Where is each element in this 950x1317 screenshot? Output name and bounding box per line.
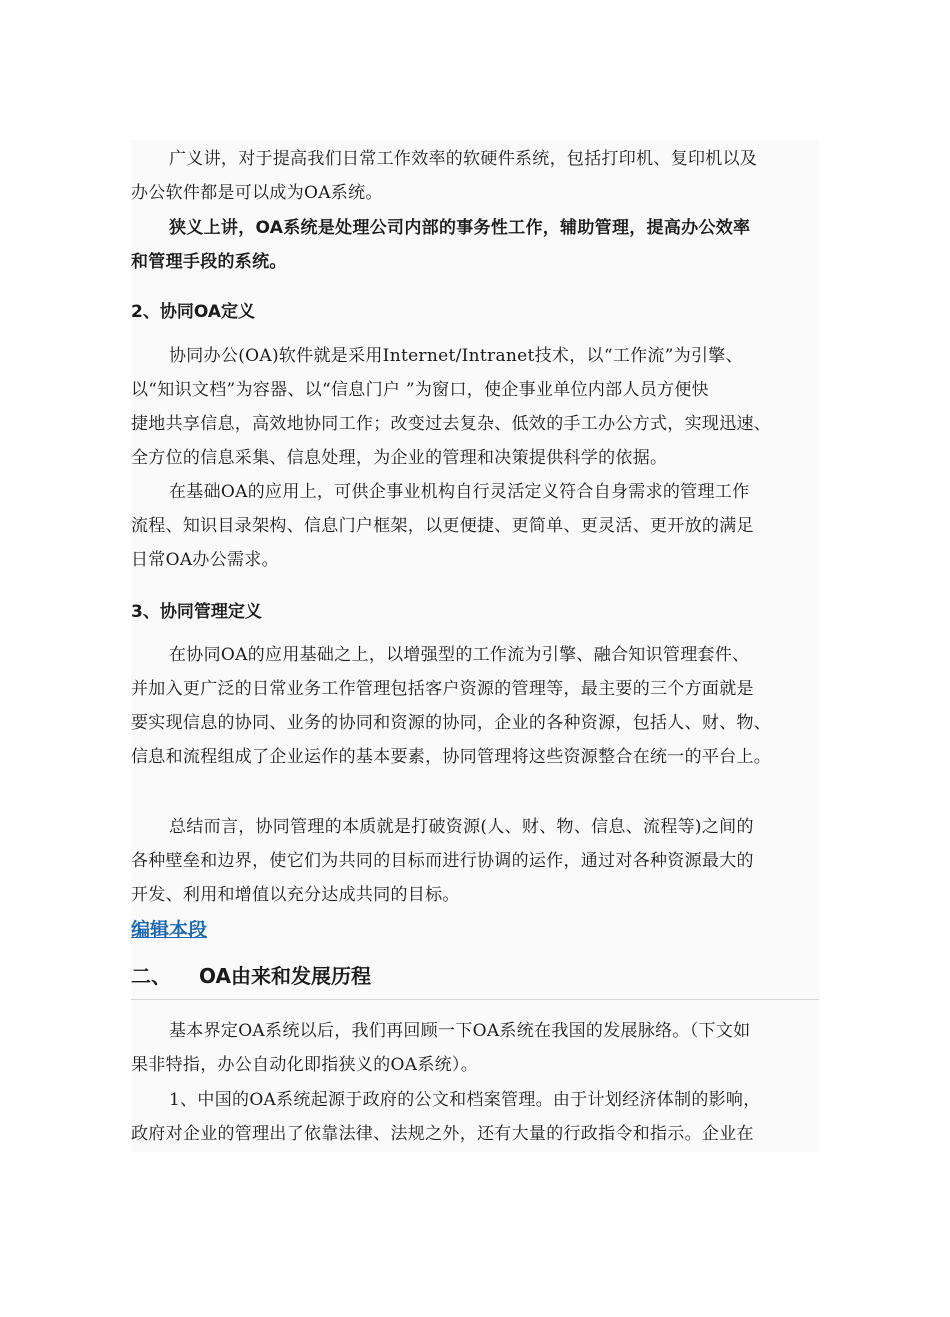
- text-line: 狭义上讲，OA系统是处理公司内部的事务性工作，辅助管理，提高办公效率: [169, 218, 751, 238]
- paragraph-oa-history-intro: [131, 1014, 831, 1082]
- heading-collaborative-oa: 2、协同OA定义: [131, 302, 255, 322]
- text-line: 开发、利用和增值以充分达成共同的目标。: [131, 885, 460, 905]
- text-line: 信息和流程组成了企业运作的基本要素，协同管理将这些资源整合在统一的平台上。: [131, 747, 772, 767]
- heading-collaborative-management: 3、协同管理定义: [131, 602, 262, 622]
- paragraph-basic-oa: [131, 475, 831, 577]
- text-line: 在基础OA的应用上，可供企事业机构自行灵活定义符合自身需求的管理工作: [169, 482, 750, 502]
- text-line: 和管理手段的系统。: [131, 252, 287, 272]
- paragraph-collaborative-oa: [131, 339, 831, 475]
- text-line: 在协同OA的应用基础之上，以增强型的工作流为引擎、融合知识管理套件、: [169, 645, 750, 665]
- text-line: 总结而言，协同管理的本质就是打破资源(人、财、物、信息、流程等)之间的: [169, 817, 754, 837]
- section-divider: [131, 999, 819, 1000]
- paragraph-oa-origin: [131, 1083, 831, 1151]
- section-title-text: OA由来和发展历程: [199, 964, 371, 988]
- text-line: 并加入更广泛的日常业务工作管理包括客户资源的管理等，最主要的三个方面就是: [131, 679, 754, 699]
- document-page: [131, 140, 819, 1152]
- text-line: 各种壁垒和边界，使它们为共同的目标而进行协调的运作，通过对各种资源最大的: [131, 851, 754, 871]
- text-line: 日常OA办公需求。: [131, 550, 279, 570]
- text-line: 办公软件都是可以成为OA系统。: [131, 183, 383, 203]
- paragraph-narrow-definition: [131, 211, 831, 279]
- paragraph-broad-definition: [131, 142, 831, 210]
- text-line: 要实现信息的协同、业务的协同和资源的协同，企业的各种资源，包括人、财、物、: [131, 713, 772, 733]
- section-title-oa-history: [131, 962, 371, 990]
- text-line: 以“知识文档”为容器、以“信息门户 ”为窗口，使企事业单位内部人员方便快: [131, 380, 709, 400]
- text-line: 1、中国的OA系统起源于政府的公文和档案管理。由于计划经济体制的影响，: [169, 1090, 761, 1110]
- text-line: 果非特指，办公自动化即指狭义的OA系统）。: [131, 1055, 479, 1075]
- text-line: 广义讲，对于提高我们日常工作效率的软硬件系统，包括打印机、复印机以及: [169, 149, 758, 169]
- text-line: 政府对企业的管理出了依靠法律、法规之外，还有大量的行政指令和指示。企业在: [131, 1124, 754, 1144]
- paragraph-summary: [131, 810, 831, 912]
- paragraph-collaborative-management: [131, 638, 831, 774]
- text-line: 基本界定OA系统以后，我们再回顾一下OA系统在我国的发展脉络。（下文如: [169, 1021, 751, 1041]
- text-line: 协同办公(OA)软件就是采用Internet/Intranet技术，以“工作流”为引擎、: [169, 346, 743, 366]
- text-line: 流程、知识目录架构、信息门户框架，以更便捷、更简单、更灵活、更开放的满足: [131, 516, 754, 536]
- text-line: 全方位的信息采集、信息处理，为企业的管理和决策提供科学的依据。: [131, 448, 668, 468]
- text-line: 捷地共享信息，高效地协同工作；改变过去复杂、低效的手工办公方式，实现迅速、: [131, 414, 772, 434]
- section-number: 二、: [131, 964, 171, 988]
- edit-section-link[interactable]: 编辑本段: [131, 919, 208, 941]
